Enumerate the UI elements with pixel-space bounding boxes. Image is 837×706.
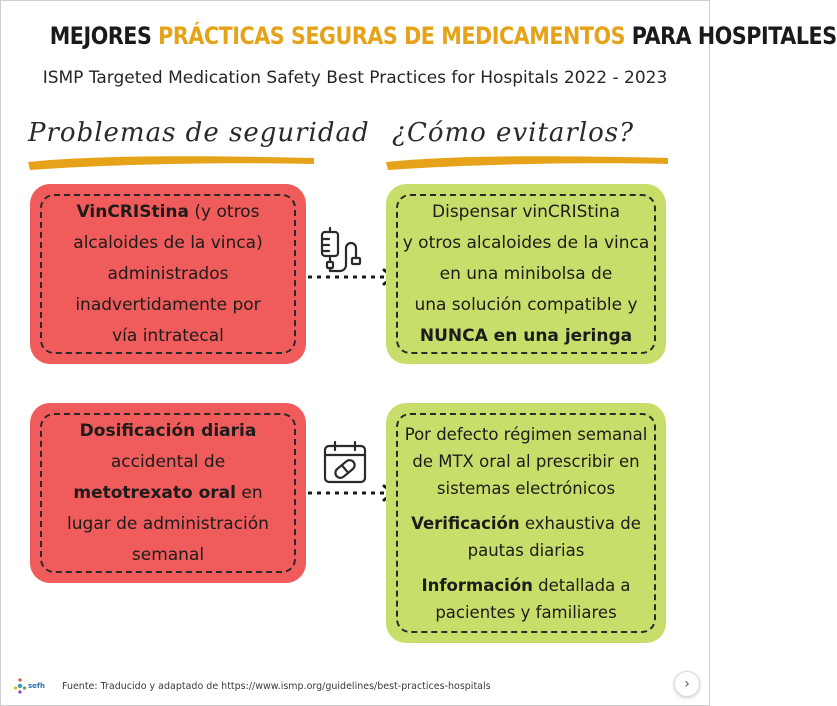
solution-line: de MTX oral al prescribir en (412, 451, 640, 471)
problems-underline (26, 150, 316, 172)
iv-bag-icon (318, 222, 364, 274)
problem-line: semanal (131, 544, 205, 565)
solution-line: Dispensar vinCRIStina (432, 201, 620, 222)
calendar-pill-icon (322, 440, 368, 486)
solution-line: Por defecto régimen semanal (404, 424, 648, 444)
arrow-connector-2 (306, 484, 398, 502)
problem-line: lugar de administración (67, 513, 269, 534)
solution-paragraph (411, 510, 641, 564)
page-subtitle: ISMP Targeted Medication Safety Best Practices for Hospitals 2022 - 2023 (42, 68, 668, 88)
problem-line: vía intratecal (112, 325, 224, 346)
solution-line: una solución compatible y (414, 294, 638, 315)
problem-box-vincristine (30, 184, 306, 364)
problem-line: Dosificación diaria (79, 420, 257, 441)
next-slide-button[interactable] (674, 671, 700, 697)
problems-heading: Problemas de seguridad (28, 118, 370, 148)
solution-line: y otros alcaloides de la vinca (402, 232, 650, 253)
sefh-logo (13, 676, 53, 696)
problem-box-border (40, 194, 296, 354)
solution-line: pautas diarias (467, 540, 585, 560)
solution-box-border (396, 413, 656, 633)
solution-paragraph (421, 572, 630, 626)
problem-box-border (40, 413, 296, 573)
solution-line: Verificación exhaustiva de (411, 513, 641, 533)
problem-line: metotrexato oral en (73, 482, 263, 503)
problem-line: alcaloides de la vinca) (73, 232, 263, 253)
solution-line: en una minibolsa de (439, 263, 613, 284)
chevron-right-icon: › (684, 676, 690, 692)
page-title: MEJORES PRÁCTICAS SEGURAS DE MEDICAMENTOS PARA HOSPITALES (49, 22, 837, 50)
problem-line: inadvertidamente por (75, 294, 261, 315)
solution-line: NUNCA en una jeringa (419, 325, 633, 346)
logo-text: sefh (28, 682, 45, 690)
problem-line: administrados (107, 263, 229, 284)
solution-box-border (396, 194, 656, 354)
solution-paragraph (405, 421, 648, 502)
problem-line: accidental de (110, 451, 226, 472)
solution-line: Información detallada a (421, 575, 631, 595)
source-footnote: Fuente: Traducido y adaptado de https://www.ismp.org/guidelines/best-practices-hospitals (62, 681, 491, 692)
problem-box-methotrexate (30, 403, 306, 583)
arrow-connector-1 (306, 268, 398, 286)
solutions-heading: ¿Cómo evitarlos? (392, 118, 635, 148)
solution-line: sistemas electrónicos (436, 478, 616, 498)
solution-line: pacientes y familiares (435, 602, 617, 622)
solutions-underline (384, 150, 670, 172)
solution-box-vincristine (386, 184, 666, 364)
problem-line: VinCRIStina (y otros (76, 201, 260, 222)
solution-box-methotrexate (386, 403, 666, 643)
